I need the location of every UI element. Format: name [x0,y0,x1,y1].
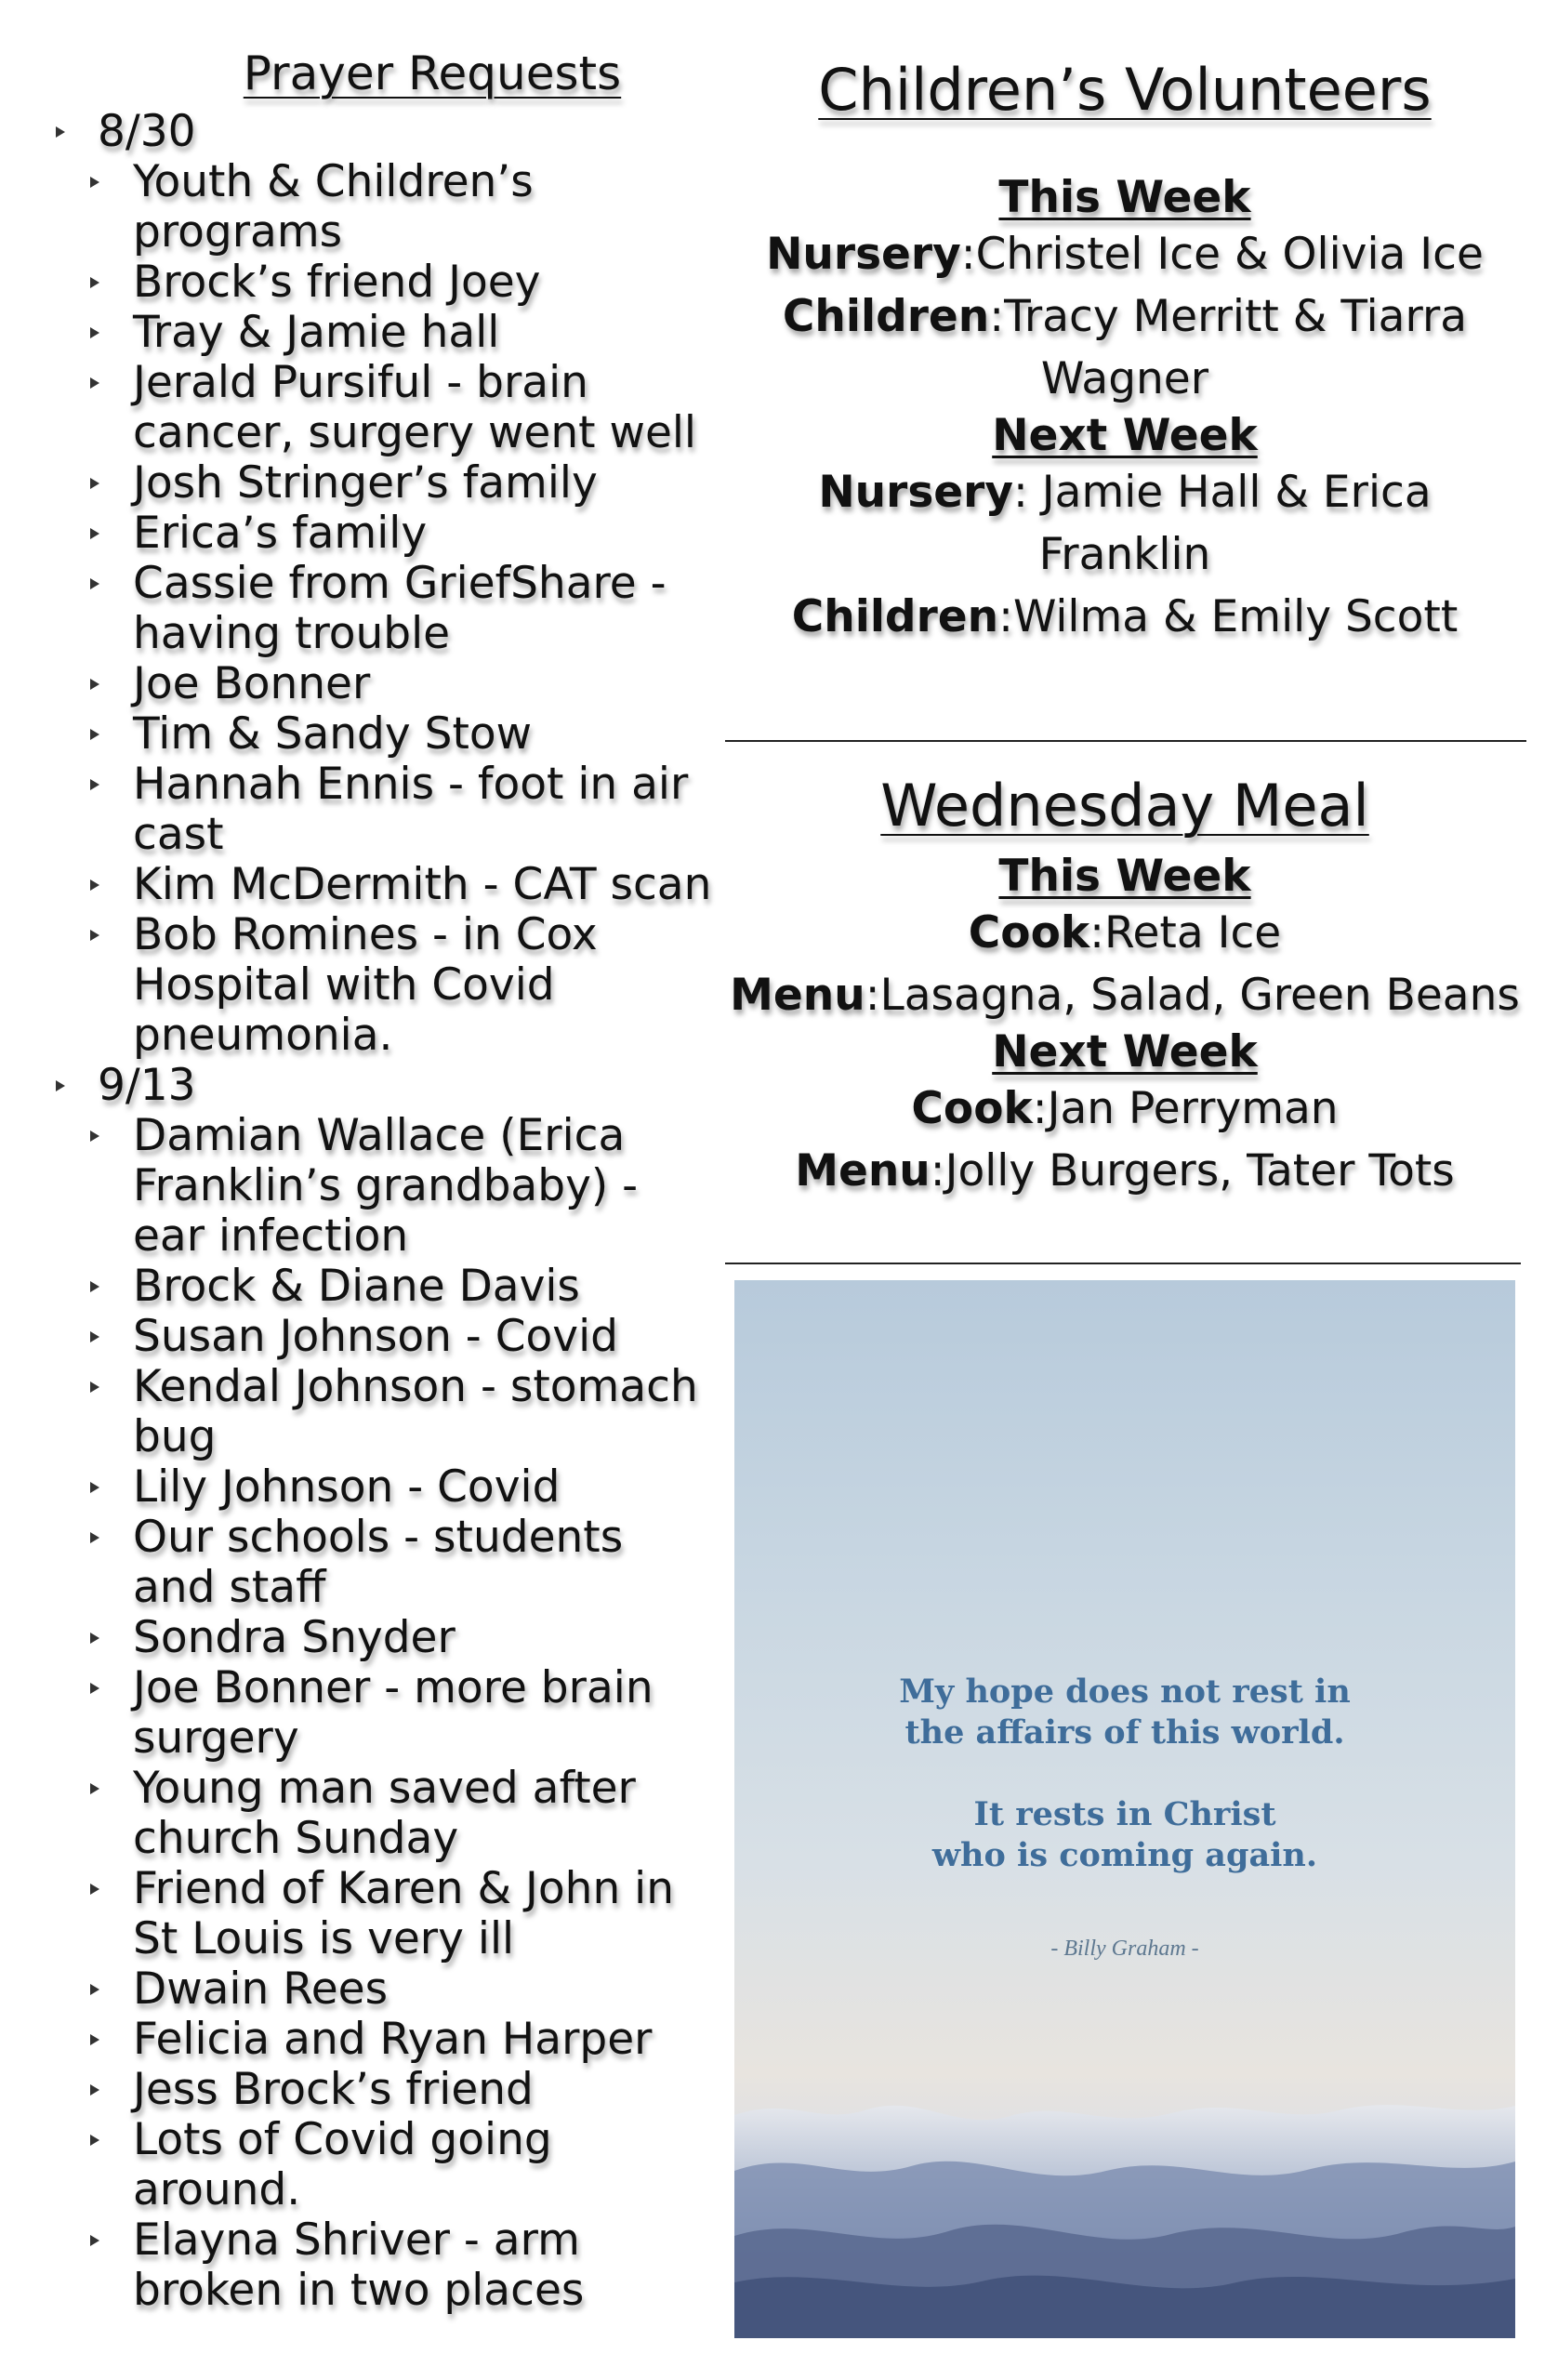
prayer-item-text: Kendal Johnson - stomach bug [133,1361,698,1462]
bullet-icon [90,1984,99,1995]
prayer-item [37,1362,716,1462]
bullet-icon [90,1281,99,1292]
meal-this-week-cook: Cook:Reta Ice [968,907,1282,959]
prayer-item-text: Sondra Snyder [133,1612,456,1663]
prayer-item-text: Damian Wallace (Erica Franklin’s grandbaby) - ear infection [133,1110,639,1262]
children-label: Children [782,291,990,342]
prayer-item-text: Dwain Rees [133,1964,389,2015]
prayer-item-text: Josh Stringer’s family [133,457,598,509]
children-value: Wilma & Emily Scott [1012,591,1459,642]
prayer-item-text: Hannah Ennis - foot in air cast [133,759,689,860]
childrens-volunteers-title: Children’s Volunteers [818,56,1432,124]
prayer-item-text: Jerald Pursiful - brain cancer, surgery went well [133,357,696,458]
prayer-item-text: Tray & Jamie hall [133,307,500,358]
nursery-label: Nursery [818,467,1013,518]
children-value: Tracy Merritt & Tiarra [1004,291,1468,342]
prayer-item-text: Felicia and Ryan Harper [133,2014,653,2065]
prayer-item [37,1312,716,1362]
prayer-item [37,258,716,308]
prayer-item [37,2115,716,2215]
prayer-item [37,157,716,258]
bullet-icon [90,2235,99,2246]
menu-label: Menu [730,970,865,1021]
prayer-item [37,2015,716,2065]
bullet-icon [56,126,65,138]
prayer-item [37,559,716,659]
prayer-item [37,1613,716,1663]
prayer-date: 8/30 [98,106,196,157]
meal-next-week-heading: Next Week [992,1026,1258,1078]
bullet-icon [90,1783,99,1794]
prayer-item [37,910,716,1061]
bullet-icon [90,1884,99,1895]
clouds-graphic [734,2059,1515,2338]
childrens-volunteers-section [725,56,1525,648]
prayer-item-text: Cassie from GriefShare - having trouble [133,558,667,659]
bullet-icon [90,478,99,489]
prayer-item [37,358,716,458]
cook-label: Cook [968,907,1090,959]
wednesday-meal-title: Wednesday Meal [880,772,1369,840]
prayer-item [37,1764,716,1864]
prayer-item [37,308,716,358]
volunteers-next-week-nursery: Nursery: Jamie Hall & Erica [818,467,1432,518]
bullet-icon [90,779,99,790]
volunteers-this-week-heading: This Week [998,172,1251,223]
volunteers-this-week-nursery: Nursery:Christel Ice & Olivia Ice [766,229,1484,280]
prayer-item-text: Youth & Children’s programs [133,156,534,258]
bullet-icon [90,2135,99,2146]
prayer-date: 9/13 [98,1060,196,1111]
bullet-icon [90,2034,99,2045]
prayer-item [37,760,716,860]
bullet-icon [90,679,99,690]
prayer-item-text: Tim & Sandy Stow [133,708,533,760]
prayer-item-text: Kim McDermith - CAT scan [133,859,712,910]
prayer-item [37,709,716,760]
prayer-item [37,2215,716,2316]
bullet-icon [90,327,99,338]
prayer-item-text: Lots of Covid going around. [133,2114,552,2215]
prayer-item-text: Joe Bonner [133,658,371,709]
prayer-item-text: Brock & Diane Davis [133,1261,580,1312]
meal-this-week-menu: Menu:Lasagna, Salad, Green Beans [730,970,1520,1021]
bullet-icon [90,1532,99,1543]
prayer-group-0830 [37,107,716,1061]
bullet-icon [90,277,99,288]
quote-line: who is coming again. [931,1836,1318,1874]
prayer-group-0913 [37,1061,716,2316]
menu-value: Jolly Burgers, Tater Tots [944,1145,1455,1197]
section-divider [725,740,1526,742]
prayer-item-text: Erica’s family [133,508,428,559]
section-divider [725,1263,1521,1264]
prayer-item [37,1864,716,1964]
prayer-item [37,1964,716,2015]
bullet-icon [90,1382,99,1393]
quote-line: My hope does not rest in [899,1673,1351,1711]
prayer-item [37,1262,716,1312]
volunteers-next-week-nursery-cont: Franklin [1038,529,1211,580]
bullet-icon [90,528,99,539]
prayer-date-row [37,1061,716,1111]
prayer-item [37,659,716,709]
bullet-icon [90,879,99,891]
prayer-item-text: Jess Brock’s friend [133,2064,534,2115]
bullet-icon [90,930,99,941]
volunteers-this-week-children-cont: Wagner [1040,353,1209,404]
volunteers-this-week-children: Children:Tracy Merritt & Tiarra [782,291,1468,342]
prayer-item [37,1462,716,1513]
menu-label: Menu [795,1145,931,1197]
volunteers-next-week-children: Children:Wilma & Emily Scott [791,591,1459,642]
prayer-item-text: Lily Johnson - Covid [133,1461,561,1513]
meal-next-week-menu: Menu:Jolly Burgers, Tater Tots [795,1145,1455,1197]
bullet-icon [90,377,99,389]
prayer-item [37,2065,716,2115]
bullet-icon [90,729,99,740]
bullet-icon [90,2084,99,2096]
prayer-item-text: Young man saved after church Sunday [133,1763,636,1864]
nursery-value: Jamie Hall & Erica [1027,467,1432,518]
wednesday-meal-section [725,772,1525,1202]
bullet-icon [90,177,99,188]
prayer-item-text: Bob Romines - in Cox Hospital with Covid pneumonia. [133,909,598,1061]
volunteers-next-week-heading: Next Week [992,410,1258,461]
prayer-item [37,458,716,509]
prayer-item [37,1513,716,1613]
children-label: Children [791,591,999,642]
prayer-date-list [37,107,716,2316]
bullet-icon [90,1633,99,1644]
prayer-item-text: Brock’s friend Joey [133,257,541,308]
bullet-icon [90,1130,99,1142]
prayer-item-text: Friend of Karen & John in St Louis is very ill [133,1863,675,1964]
quote-image [734,1280,1515,2338]
prayer-date-row [37,107,716,157]
menu-value: Lasagna, Salad, Green Beans [879,970,1520,1021]
bullet-icon [90,1683,99,1694]
prayer-item [37,1111,716,1262]
prayer-item [37,1663,716,1764]
prayer-items-list [37,157,716,1061]
prayer-item-text: Our schools - students and staff [133,1512,624,1613]
nursery-label: Nursery [766,229,961,280]
bullet-icon [56,1080,65,1091]
prayer-item-text: Joe Bonner - more brain surgery [133,1662,654,1764]
bullet-icon [90,578,99,589]
prayer-requests-title: Prayer Requests [243,46,622,100]
nursery-value: Christel Ice & Olivia Ice [975,229,1484,280]
prayer-item [37,509,716,559]
prayer-items-list [37,1111,716,2316]
bullet-icon [90,1482,99,1493]
meal-this-week-heading: This Week [998,851,1251,902]
prayer-item [37,860,716,910]
prayer-item-text: Elayna Shriver - arm broken in two places [133,2215,585,2316]
cook-value: Reta Ice [1103,907,1282,959]
quote-line: It rests in Christ [973,1795,1276,1833]
bullet-icon [90,1331,99,1342]
cook-value: Jan Perryman [1047,1083,1339,1134]
cook-label: Cook [911,1083,1033,1134]
quote-attribution: - Billy Graham - [1050,1937,1199,1961]
meal-next-week-cook: Cook:Jan Perryman [911,1083,1339,1134]
quote-line: the affairs of this world. [904,1713,1345,1752]
prayer-item-text: Susan Johnson - Covid [133,1311,618,1362]
